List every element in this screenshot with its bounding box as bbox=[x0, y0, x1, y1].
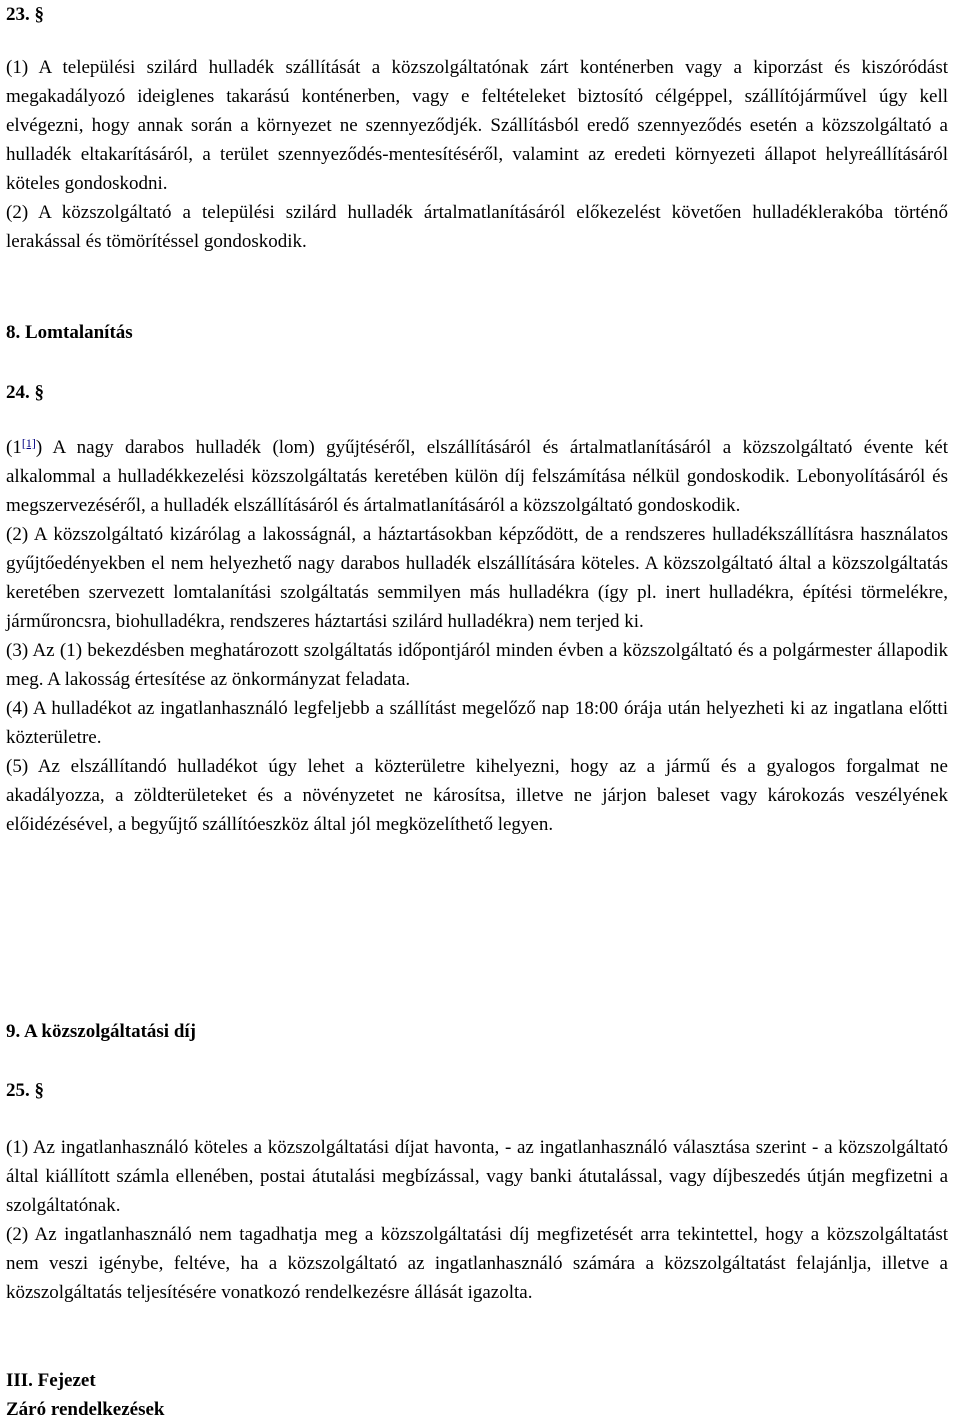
section-24-paragraph-2: (2) A közszolgáltató kizárólag a lakosságnál, a háztartásokban képződött, de a rendszeres hulladékszállításra használatos gyűjtőedényekben el nem helyezhető nagy darabos hulladék elszállítására köteles. A közszolgáltató által a közszolgáltatás keretében szervezett lomtalanítási szolgáltatás semmilyen más hulladékra (így pl. inert hulladékra, építési törmelékre, járműroncsra, biohulladékra, rendszeres háztartási szilárd hulladékra) nem terjed ki. bbox=[6, 524, 948, 632]
section-25-paragraph-2: (2) Az ingatlanhasználó nem tagadhatja meg a közszolgáltatási díj megfizetését arra tekintettel, hogy a közszolgáltatást nem veszi igénybe, feltéve, ha a közszolgáltató az ingatlanhasználó számára a közszolgáltatást felajánlja, illetve a közszolgáltatás teljesítésére vonatkozó rendelkezésre állását igazolta. bbox=[6, 1224, 948, 1303]
chapter-9-title: 9. A közszolgáltatási díj bbox=[6, 1021, 197, 1042]
section-24-paragraph-5: (5) Az elszállítandó hulladékot úgy lehet a közterületre kihelyezni, hogy az a jármű és a gyalogos forgalmat ne akadályozza, a zöldterületeket és a növényzetet ne károsítsa, illetve ne járjon baleset vagy károkozás veszélyének előidézésével, a begyűjtő szállítóeszköz által jól megközelíthető legyen. bbox=[6, 756, 948, 835]
section-25-body bbox=[6, 1133, 948, 1307]
section-24-paragraph-1-text: ) A nagy darabos hulladék (lom) gyűjtéséről, elszállításáról és ártalmatlanításáról a közszolgáltató évente két alkalommal a hulladékkezelési közszolgáltatás keretében külön díj felszámítása nélkül gondoskodik. Lebonyolításáról és megszervezéséről, a hulladék elszállításáról és ártalmatlanításáról a közszolgáltató gondoskodik. bbox=[6, 437, 948, 516]
section-24-paragraph-4: (4) A hulladékot az ingatlanhasználó legfeljebb a szállítást megelőző nap 18:00 órája után helyezheti ki az ingatlana előtti közterületre. bbox=[6, 698, 948, 748]
section-23-paragraph-2: (2) A közszolgáltató a települési szilárd hulladék ártalmatlanításáról előkezelést követően hulladéklerakóba történő lerakással és tömörítéssel gondoskodik. bbox=[6, 202, 948, 252]
section-23-paragraph-1: (1) A települési szilárd hulladék szállítását a közszolgáltatónak zárt konténerben vagy a kiporzást és kiszóródást megakadályozó ideiglenes takarású konténerben, vagy e feltételeket biztosító célgéppel, szállítójárművel úgy kell elvégezni, hogy annak során a környezet ne szennyeződjék. Szállításból eredő szennyeződés esetén a közszolgáltató a hulladék eltakarításáról, a terület szennyeződés-mentesítéséről, valamint az eredeti környezeti állapot helyreállításáról köteles gondoskodni. bbox=[6, 57, 948, 194]
section-24-paragraph-1-start: (1 bbox=[6, 437, 22, 458]
chapter-8-title: 8. Lomtalanítás bbox=[6, 322, 133, 343]
section-25-number: 25. § bbox=[6, 1080, 44, 1101]
section-24-paragraph-1 bbox=[6, 433, 948, 520]
section-24-body bbox=[6, 433, 948, 839]
chapter-III-title: III. Fejezet bbox=[6, 1370, 96, 1391]
footnote-link[interactable]: [1] bbox=[21, 436, 36, 450]
section-24-number: 24. § bbox=[6, 382, 44, 403]
chapter-III-subtitle: Záró rendelkezések bbox=[6, 1399, 165, 1420]
section-23-body bbox=[6, 53, 948, 256]
section-23-number: 23. § bbox=[6, 4, 44, 25]
section-24-paragraph-3: (3) Az (1) bekezdésben meghatározott szolgáltatás időpontjáról minden évben a közszolgáltató és a polgármester állapodik meg. A lakosság értesítése az önkormányzat feladata. bbox=[6, 640, 948, 690]
chapter-III-header bbox=[6, 1366, 165, 1424]
section-25-paragraph-1: (1) Az ingatlanhasználó köteles a közszolgáltatási díjat havonta, - az ingatlanhasználó választása szerint - a közszolgáltató által kiállított számla ellenében, postai átutalási megbízással, vagy banki átutalással, vagy díjbeszedés útján megfizetni a szolgáltatónak. bbox=[6, 1137, 948, 1216]
